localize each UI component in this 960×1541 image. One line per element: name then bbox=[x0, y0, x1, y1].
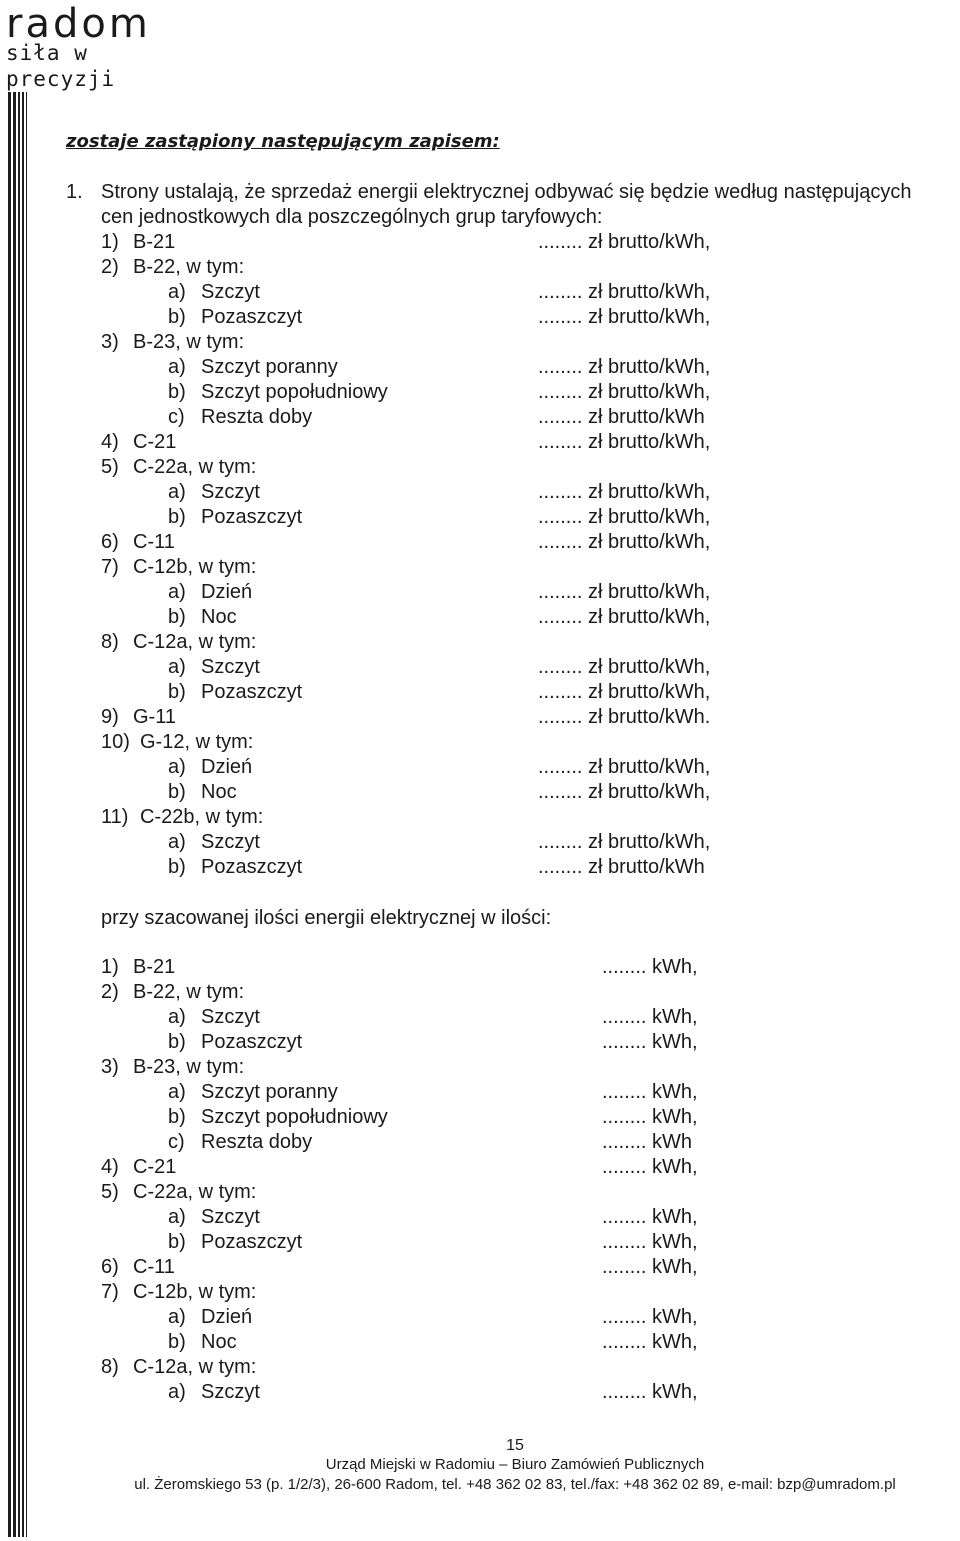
item-value: ........ zł brutto/kWh, bbox=[538, 681, 711, 703]
item-value: ........ zł brutto/kWh, bbox=[538, 356, 711, 378]
subitem-label: Noc bbox=[201, 606, 237, 628]
page-number: 15 bbox=[506, 1437, 524, 1454]
item-number: 1) bbox=[101, 956, 119, 978]
item-value: ........ zł brutto/kWh, bbox=[538, 381, 711, 403]
item-value: ........ kWh, bbox=[602, 1206, 698, 1228]
item-value: ........ zł brutto/kWh, bbox=[538, 506, 711, 528]
intro-number: 1. bbox=[66, 181, 83, 203]
item-label: B-21 bbox=[133, 231, 176, 253]
item-label: C-11 bbox=[133, 1256, 175, 1278]
item-value: ........ kWh, bbox=[602, 1331, 698, 1353]
subitem-letter: c) bbox=[168, 1131, 185, 1153]
item-number: 7) bbox=[101, 1281, 119, 1303]
item-number: 2) bbox=[101, 981, 119, 1003]
subitem-letter: b) bbox=[168, 306, 186, 328]
subitem-letter: a) bbox=[168, 1081, 186, 1103]
stripe bbox=[13, 92, 16, 1537]
item-label: C-12a, w tym: bbox=[133, 1356, 257, 1378]
subitem-letter: a) bbox=[168, 831, 186, 853]
subitem-letter: a) bbox=[168, 756, 186, 778]
item-label: G-11 bbox=[133, 706, 176, 728]
item-value: ........ zł brutto/kWh, bbox=[538, 306, 711, 328]
subitem-letter: a) bbox=[168, 481, 186, 503]
subitem-label: Szczyt poranny bbox=[201, 1081, 338, 1103]
subitem-label: Pozaszczyt bbox=[201, 1231, 303, 1253]
item-number: 3) bbox=[101, 1056, 119, 1078]
stripe bbox=[18, 92, 20, 1537]
item-number: 9) bbox=[101, 706, 119, 728]
item-label: C-22a, w tym: bbox=[133, 456, 257, 478]
item-number: 8) bbox=[101, 631, 119, 653]
subitem-label: Pozaszczyt bbox=[201, 681, 303, 703]
item-value: ........ zł brutto/kWh bbox=[538, 856, 705, 878]
item-label: B-23, w tym: bbox=[133, 331, 245, 353]
item-label: C-21 bbox=[133, 431, 177, 453]
subitem-label: Szczyt popołudniowy bbox=[201, 381, 388, 403]
item-value: ........ kWh, bbox=[602, 1231, 698, 1253]
subitem-letter: b) bbox=[168, 1231, 186, 1253]
subitem-label: Reszta doby bbox=[201, 1131, 313, 1153]
footer-office: Urząd Miejski w Radomiu – Biuro Zamówień Publicznych bbox=[325, 1456, 705, 1473]
stripe bbox=[22, 92, 24, 1537]
item-number: 5) bbox=[101, 456, 119, 478]
item-label: C-12b, w tym: bbox=[133, 556, 257, 578]
subitem-label: Szczyt bbox=[201, 1206, 260, 1228]
subitem-label: Szczyt bbox=[201, 481, 260, 503]
item-value: ........ kWh, bbox=[602, 1006, 698, 1028]
quantity-intro: przy szacowanej ilości energii elektrycznej w ilości: bbox=[101, 907, 552, 929]
subitem-letter: c) bbox=[168, 406, 185, 428]
item-value: ........ zł brutto/kWh, bbox=[538, 581, 711, 603]
item-number: 8) bbox=[101, 1356, 119, 1378]
subitem-letter: b) bbox=[168, 681, 186, 703]
intro-line-1: Strony ustalają, że sprzedaż energii elektrycznej odbywać się będzie według następujących bbox=[101, 181, 912, 203]
subitem-label: Pozaszczyt bbox=[201, 306, 303, 328]
subitem-label: Szczyt poranny bbox=[201, 356, 338, 378]
item-value: ........ zł brutto/kWh, bbox=[538, 231, 711, 253]
item-number: 2) bbox=[101, 256, 119, 278]
item-value: ........ zł brutto/kWh, bbox=[538, 606, 711, 628]
item-number: 11) bbox=[101, 806, 129, 828]
subitem-label: Dzień bbox=[201, 756, 253, 778]
logo-tagline: siła w precyzji bbox=[6, 41, 116, 91]
logo-wordmark: radom bbox=[6, 1, 151, 47]
item-value: ........ kWh, bbox=[602, 1081, 698, 1103]
subitem-label: Szczyt bbox=[201, 831, 260, 853]
item-value: ........ zł brutto/kWh. bbox=[538, 706, 711, 728]
item-value: ........ zł brutto/kWh, bbox=[538, 656, 711, 678]
margin-stripes bbox=[8, 92, 32, 1537]
subitem-label: Szczyt bbox=[201, 281, 260, 303]
intro-line-2: cen jednostkowych dla poszczególnych grup taryfowych: bbox=[101, 206, 603, 228]
footer-address: ul. Żeromskiego 53 (p. 1/2/3), 26-600 Radom, tel. +48 362 02 83, tel./fax: +48 362 02 89, e-mail: bzp@umradom.pl bbox=[134, 1476, 896, 1493]
item-value: ........ zł brutto/kWh, bbox=[538, 831, 711, 853]
item-label: B-22, w tym: bbox=[133, 981, 245, 1003]
subitem-letter: b) bbox=[168, 606, 186, 628]
subitem-letter: a) bbox=[168, 1206, 186, 1228]
stripe bbox=[26, 92, 27, 1537]
item-value: ........ kWh, bbox=[602, 1256, 698, 1278]
subitem-label: Pozaszczyt bbox=[201, 1031, 303, 1053]
subitem-letter: b) bbox=[168, 381, 186, 403]
subitem-letter: a) bbox=[168, 1381, 186, 1403]
item-number: 4) bbox=[101, 1156, 119, 1178]
subitem-label: Dzień bbox=[201, 1306, 253, 1328]
subitem-label: Noc bbox=[201, 1331, 237, 1353]
item-label: C-21 bbox=[133, 1156, 177, 1178]
subitem-letter: a) bbox=[168, 356, 186, 378]
item-value: ........ kWh, bbox=[602, 1106, 698, 1128]
item-value: ........ kWh, bbox=[602, 956, 698, 978]
item-value: ........ zł brutto/kWh, bbox=[538, 281, 711, 303]
item-number: 6) bbox=[101, 531, 119, 553]
subitem-label: Dzień bbox=[201, 581, 253, 603]
subitem-letter: b) bbox=[168, 1331, 186, 1353]
subitem-label: Noc bbox=[201, 781, 237, 803]
subitem-letter: b) bbox=[168, 856, 186, 878]
item-value: ........ zł brutto/kWh, bbox=[538, 481, 711, 503]
logo bbox=[6, 1, 206, 91]
item-number: 3) bbox=[101, 331, 119, 353]
item-label: G-12, w tym: bbox=[140, 731, 254, 753]
subitem-label: Szczyt bbox=[201, 1006, 260, 1028]
item-label: C-22a, w tym: bbox=[133, 1181, 257, 1203]
item-value: ........ kWh bbox=[602, 1131, 693, 1153]
subitem-letter: b) bbox=[168, 781, 186, 803]
item-label: C-12a, w tym: bbox=[133, 631, 257, 653]
subitem-letter: a) bbox=[168, 1006, 186, 1028]
subitem-letter: a) bbox=[168, 281, 186, 303]
item-value: ........ zł brutto/kWh, bbox=[538, 756, 711, 778]
stripe bbox=[8, 92, 11, 1537]
item-number: 1) bbox=[101, 231, 119, 253]
item-label: B-23, w tym: bbox=[133, 1056, 245, 1078]
item-number: 4) bbox=[101, 431, 119, 453]
item-number: 10) bbox=[101, 731, 130, 753]
item-value: ........ zł brutto/kWh, bbox=[538, 781, 711, 803]
item-value: ........ zł brutto/kWh bbox=[538, 406, 705, 428]
subitem-label: Pozaszczyt bbox=[201, 856, 303, 878]
item-number: 7) bbox=[101, 556, 119, 578]
subitem-letter: b) bbox=[168, 1031, 186, 1053]
item-value: ........ zł brutto/kWh, bbox=[538, 531, 711, 553]
item-label: B-21 bbox=[133, 956, 176, 978]
subitem-label: Pozaszczyt bbox=[201, 506, 303, 528]
subitem-letter: b) bbox=[168, 506, 186, 528]
item-label: B-22, w tym: bbox=[133, 256, 245, 278]
item-label: C-22b, w tym: bbox=[140, 806, 264, 828]
item-value: ........ kWh, bbox=[602, 1031, 698, 1053]
subitem-label: Szczyt bbox=[201, 1381, 260, 1403]
subitem-letter: a) bbox=[168, 656, 186, 678]
section-heading: zostaje zastąpiony następującym zapisem: bbox=[66, 131, 500, 152]
subitem-letter: a) bbox=[168, 1306, 186, 1328]
subitem-label: Reszta doby bbox=[201, 406, 313, 428]
item-value: ........ kWh, bbox=[602, 1156, 698, 1178]
subitem-letter: b) bbox=[168, 1106, 186, 1128]
item-number: 5) bbox=[101, 1181, 119, 1203]
item-number: 6) bbox=[101, 1256, 119, 1278]
item-value: ........ zł brutto/kWh, bbox=[538, 431, 711, 453]
subitem-letter: a) bbox=[168, 581, 186, 603]
subitem-label: Szczyt bbox=[201, 656, 260, 678]
subitem-label: Szczyt popołudniowy bbox=[201, 1106, 388, 1128]
item-value: ........ kWh, bbox=[602, 1306, 698, 1328]
item-value: ........ kWh, bbox=[602, 1381, 698, 1403]
item-label: C-11 bbox=[133, 531, 175, 553]
item-label: C-12b, w tym: bbox=[133, 1281, 257, 1303]
